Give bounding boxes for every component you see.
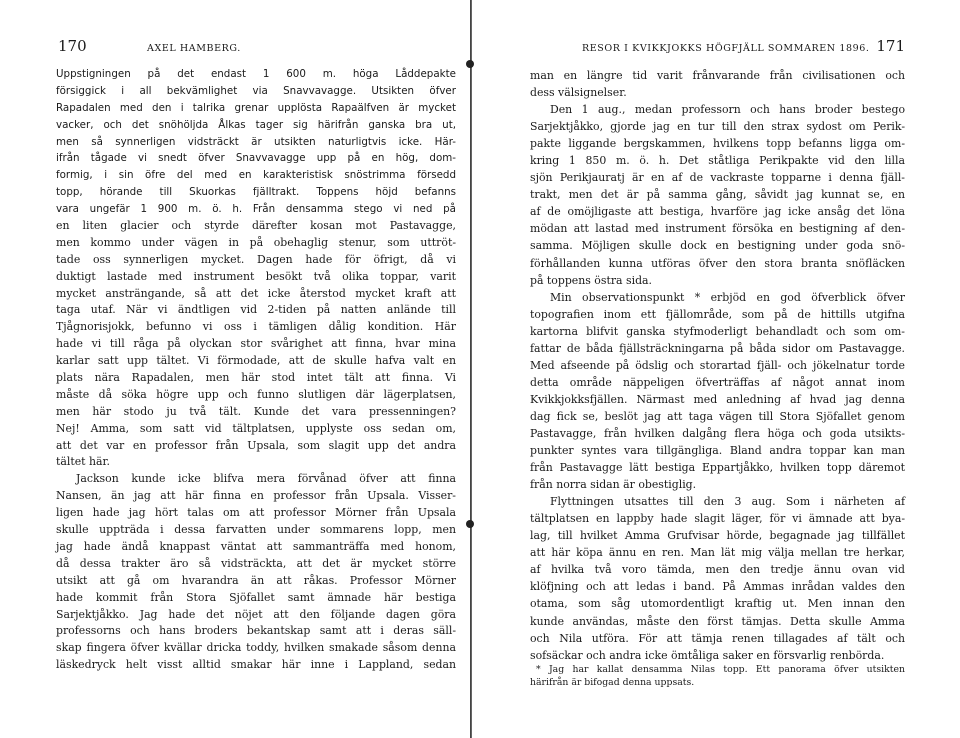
text-line: Sarjektjåkko. Jag hade det nöjet att den följande dagen göra <box>56 607 456 621</box>
text-line: hade vi till råga på olyckan stor svårighet att finna, hvar mina <box>56 337 456 351</box>
text-line: att här köpa ännu en ren. Man lät mig välja mellan tre herkar, <box>530 546 905 560</box>
text-line: utsikt att gå om hvarandra än att råkas. Professor Mörner <box>56 573 456 587</box>
book-gutter <box>470 0 472 738</box>
right-running-title: RESOR I KVIKKJOKKS HÖGFJÄLL SOMMAREN 1896. <box>582 43 870 54</box>
text-line: Min observationspunkt * erbjöd en god öfverblick öfver <box>550 290 905 304</box>
text-line: lag, till hvilket Amma Grufvisar hörde, begagnade jag tillfället <box>530 529 905 543</box>
text-line: Nansen, än jag att här finna en professor från Upsala. Visser- <box>56 489 456 503</box>
text-line: punkter syntes vara tillgängliga. Bland andra toppar kan man <box>530 444 905 458</box>
text-line: och Nila utföra. För att tämja renen tillagades af tält och <box>530 631 905 645</box>
text-line: Kvikkjokksfjällen. Närmast med anledning af hvad jag denna <box>530 392 905 406</box>
gutter-mark <box>466 60 474 68</box>
text-line: ligen hade jag hört talas om att professor Mörner från Upsala <box>56 506 456 520</box>
text-line: Uppstigningen på det endast 1 600 m. höga Låddepakte <box>56 68 456 80</box>
text-line: trakt, men det är på samma gång, såvidt jag kunnat se, en <box>530 188 905 202</box>
text-line: man en längre tid varit frånvarande från civilisationen och <box>530 69 905 82</box>
text-line: måste då söka högre upp och funno slutligen där lägerplatsen, <box>56 387 456 401</box>
text-line: topp, hörande till Skuorkas fjälltrakt. Toppens höjd befanns <box>56 186 456 199</box>
text-line: kunde användas, måste den först tämjas. Detta skulle Amma <box>530 614 905 628</box>
text-line: Rapadalen med den i talrika grenar upplösta Rapaälfven är mycket <box>56 101 456 114</box>
right-running-head <box>530 36 905 56</box>
text-line: hade kommit från Stora Sjöfallet samt ämnade här bestiga <box>56 590 456 604</box>
text-line: otama, som såg utomordentligt kraftig ut. Men innan den <box>530 597 905 611</box>
right-body-text <box>530 67 905 664</box>
text-line: från Pastavagge lätt bestiga Eppartjåkko, hvilken topp däremot <box>530 461 905 475</box>
text-line: mödan att lastad med instrument försöka en bestigning af den- <box>530 222 905 236</box>
text-line: ifrån tågade vi snedt öfver Snavvavagge upp på en hög, dom- <box>56 152 456 165</box>
text-line: förhållanden kunna utföras öfver den stora branta snöfläcken <box>530 256 905 270</box>
text-line: försiggick i all bekvämlighet via Snavvavagge. Utsikten öfver <box>56 84 456 97</box>
text-line: då dessa trakter äro så vidsträckta, att det är mycket större <box>56 556 456 570</box>
text-line: kartorna blifvit ganska styfmoderligt behandladt och som om- <box>530 324 905 338</box>
text-line: på toppens östra sida. <box>530 273 652 287</box>
text-line: mycket ansträngande, så att det icke återstod mycket kraft att <box>56 286 456 300</box>
text-line: att det var en professor från Upsala, som slagit upp det andra <box>56 438 456 452</box>
gutter-mark <box>466 520 474 528</box>
text-line: tältet här. <box>56 455 110 469</box>
text-line: detta område näppeligen öfverträffas af något annat inom <box>530 375 905 389</box>
text-line: men här stodo ju två tält. Kunde det vara pressenningen? <box>56 404 456 418</box>
text-line: topografien inom ett fjällområde, som på de hittills utgifna <box>530 307 905 321</box>
text-line: skap fingera öfver kvällar dricka toddy, hvilken smakade såsom denna <box>56 641 456 655</box>
text-line: vacker, och det snöhöljda Ålkas tager sig härifrån ganska bra ut, <box>56 118 456 131</box>
text-line: duktigt lastade med instrument besökt två olika toppar, varit <box>56 269 456 283</box>
text-line: Jackson kunde icke blifva mera förvånad öfver att finna <box>76 472 456 486</box>
text-line: tade oss synnerligen mycket. Dagen hade för öfrigt, då vi <box>56 252 456 266</box>
text-line: plats nära Rapadalen, men här stod intet tält att finna. Vi <box>56 371 456 385</box>
text-line: dag fick se, beslöt jag att taga vägen till Stora Sjöfallet genom <box>530 409 905 423</box>
text-line: formig, i sin öfre del med en karakteristisk snöstrimma försedd <box>56 169 456 182</box>
text-line: en liten glacier och styrde därefter kosan mot Pastavagge, <box>56 219 456 233</box>
text-line: professorns och hans broders bekantskap samt att i deras säll- <box>56 624 456 638</box>
text-line: sjön Perikjauratj är en af de vackraste topparne i denna fjäll- <box>530 171 905 185</box>
text-line: klöfjning och att ledas i band. På Ammas inrådan valdes den <box>530 580 905 594</box>
footnote <box>530 663 905 689</box>
text-line: jag hade ändå knappast väntat att sammanträffa med honom, <box>56 539 456 553</box>
text-line: karlar satt upp tältet. Vi förmodade, att de skulle hafva valt en <box>56 354 456 368</box>
text-line: från norra sidan är obestiglig. <box>530 478 697 492</box>
text-line: Tjågnorisjokk, befunno vi oss i tämligen dålig kondition. Här <box>56 320 456 334</box>
text-line: Flyttningen utsattes till den 3 aug. Som i närheten af <box>550 495 905 509</box>
text-line: Nej! Amma, som satt vid tältplatsen, upplyste oss sedan om, <box>56 421 456 435</box>
text-line: läskedryck helt visst alltid smakar här inne i Lappland, sedan <box>56 658 456 672</box>
text-line: af hvilka två voro tämda, men den tredje ännu ovan vid <box>530 563 905 577</box>
footnote-line: * Jag har kallat densamma Nilas topp. Ett panorama öfver utsikten <box>536 664 905 675</box>
text-line: pakte liggande bergskammen, hvilkens topp befanns ligga om- <box>530 137 905 151</box>
text-line: skulle uppträda i dessa farvatten under sommarens lopp, men <box>56 523 456 537</box>
left-running-head <box>56 36 456 56</box>
left-page-number: 170 <box>58 37 87 55</box>
text-line: vara ungefär 1 900 m. ö. h. Från densamma stego vi ned på <box>56 203 456 216</box>
text-line: af de omöjligaste att bestiga, hvarföre jag icke ansåg det löna <box>530 205 905 219</box>
text-line: kring 1 850 m. ö. h. Det ståtliga Perikpakte vid den lilla <box>530 154 905 168</box>
text-line: fattar de båda fjällsträckningarna på båda sidor om Pastavagge. <box>530 341 905 355</box>
text-line: men kommo under vägen in på obehaglig stenur, som uttröt- <box>56 235 456 249</box>
text-line: Med afseende på ödslig och storartad fjäll- och jökelnatur torde <box>530 358 905 372</box>
text-line: tältplatsen en lappby hade slagit läger, för vi ämnade att bya- <box>530 512 905 526</box>
text-line: Pastavagge, från hvilken dalgång flera höga och goda utsikts- <box>530 426 905 440</box>
left-body-text <box>56 66 456 674</box>
text-line: dess välsignelser. <box>530 86 627 100</box>
text-line: sofsäckar och andra icke ömtåliga saker en försvarlig renbörda. <box>530 648 885 662</box>
text-line: men så synnerligen vidsträckt är utsikten naturligtvis icke. Här- <box>56 135 456 148</box>
text-line: Sarjektjåkko, gjorde jag en tur till den strax sydost om Perik- <box>530 120 905 134</box>
left-running-title: AXEL HAMBERG. <box>147 43 241 54</box>
right-page-number: 171 <box>876 37 905 55</box>
text-line: taga utaf. När vi ändtligen vid 2-tiden på natten anlände till <box>56 303 456 317</box>
footnote-line: härifrån är bifogad denna uppsats. <box>530 677 695 688</box>
text-line: samma. Möjligen skulle dock en bestigning under goda snö- <box>530 239 905 253</box>
text-line: Den 1 aug., medan professorn och hans broder bestego <box>550 103 905 117</box>
